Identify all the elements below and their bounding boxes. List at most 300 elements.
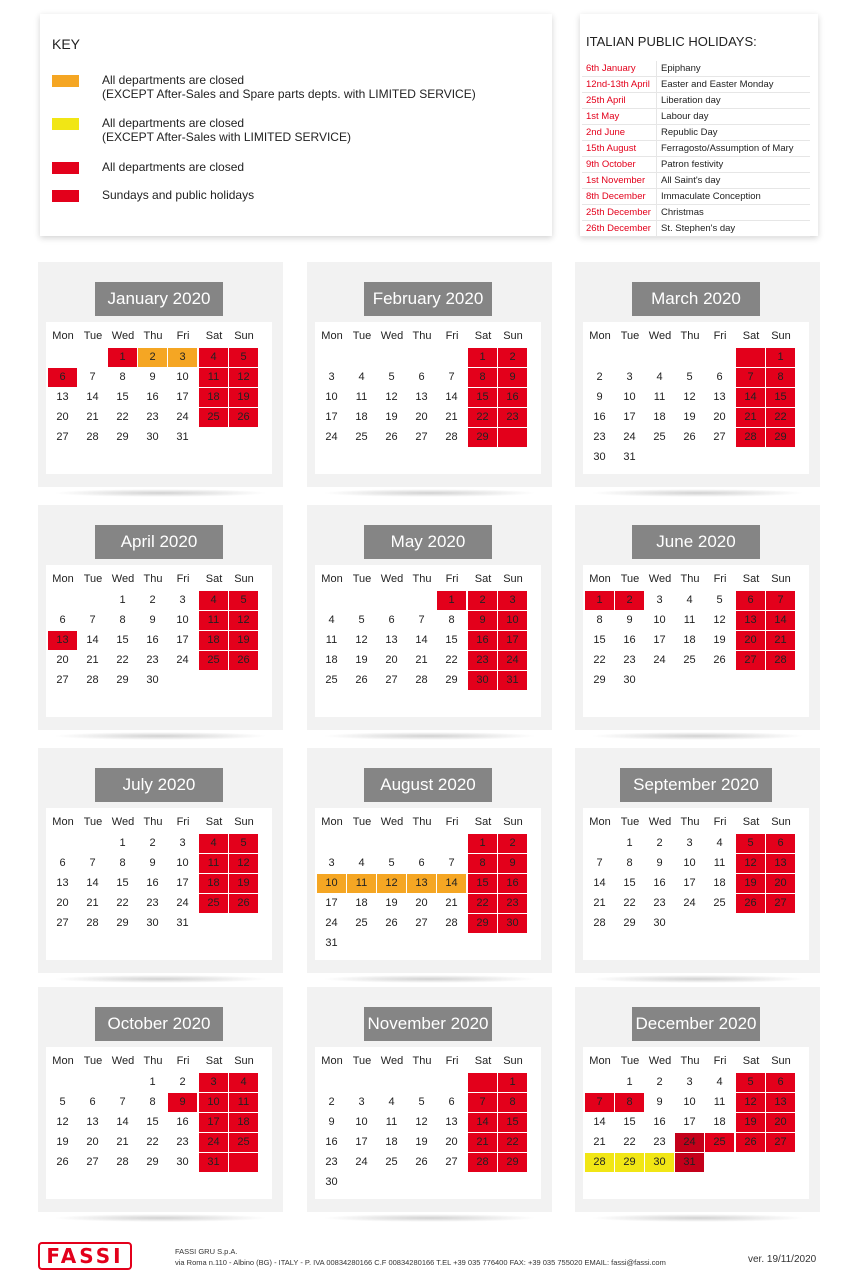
day-cell: 18 <box>713 877 726 889</box>
day-cell: 24 <box>675 1133 704 1152</box>
weekday-header: Sun <box>234 816 254 828</box>
day-cell: 20 <box>736 631 765 650</box>
red-swatch <box>52 190 79 202</box>
day-cell: 17 <box>498 631 527 650</box>
day-cell: 30 <box>593 451 606 463</box>
holidays-panel <box>580 14 818 236</box>
day-cell: 10 <box>683 857 696 869</box>
weekday-header: Wed <box>111 330 135 342</box>
day-cell: 23 <box>623 654 636 666</box>
day-cell: 18 <box>325 654 338 666</box>
day-cell: 8 <box>615 1093 644 1112</box>
day-cell: 11 <box>199 854 228 873</box>
day-cell: 12 <box>229 854 258 873</box>
day-cell: 25 <box>355 431 368 443</box>
day-cell: 22 <box>468 408 497 427</box>
day-cell: 28 <box>585 1153 614 1172</box>
day-cell: 9 <box>498 854 527 873</box>
day-cell: 19 <box>415 1136 428 1148</box>
day-cell: 15 <box>498 1113 527 1132</box>
day-cell: 21 <box>86 654 99 666</box>
day-cell: 6 <box>766 834 795 853</box>
day-cell: 8 <box>119 614 126 626</box>
day-cell: 28 <box>86 431 99 443</box>
month-calendar <box>307 505 552 730</box>
weekday-header: Mon <box>52 816 74 828</box>
day-cell: 2 <box>596 371 603 383</box>
day-cell: 2 <box>468 591 497 610</box>
day-cell: 1 <box>766 348 795 367</box>
day-cell: 15 <box>623 1116 636 1128</box>
day-cell: 17 <box>623 411 636 423</box>
day-cell: 24 <box>325 917 338 929</box>
day-cell: 15 <box>146 1116 159 1128</box>
day-cell: 9 <box>596 391 603 403</box>
day-cell: 29 <box>116 674 129 686</box>
day-cell: 8 <box>468 368 497 387</box>
day-cell: 25 <box>653 431 666 443</box>
day-cell-blank <box>736 348 765 367</box>
day-cell: 7 <box>468 1093 497 1112</box>
day-cell: 19 <box>713 634 726 646</box>
day-cell: 25 <box>713 897 726 909</box>
day-cell: 23 <box>146 897 159 909</box>
day-cell: 14 <box>437 874 466 893</box>
day-cell: 12 <box>229 368 258 387</box>
weekday-header: Thu <box>680 573 700 585</box>
month-calendar <box>307 262 552 487</box>
day-cell: 5 <box>736 1073 765 1092</box>
day-cell: 29 <box>593 674 606 686</box>
day-cell: 28 <box>736 428 765 447</box>
day-cell: 26 <box>229 894 258 913</box>
day-cell: 1 <box>437 591 466 610</box>
day-cell: 21 <box>116 1136 129 1148</box>
day-cell: 18 <box>385 1136 398 1148</box>
weekday-header: Fri <box>176 330 190 342</box>
day-cell: 19 <box>736 874 765 893</box>
day-cell: 6 <box>48 368 77 387</box>
day-cell: 16 <box>146 634 159 646</box>
weekday-header: Sat <box>474 816 492 828</box>
day-cell: 22 <box>498 1133 527 1152</box>
weekday-header: Mon <box>321 816 343 828</box>
key-panel <box>40 14 552 236</box>
day-cell: 20 <box>445 1136 458 1148</box>
weekday-header: Fri <box>445 816 459 828</box>
day-cell: 5 <box>686 371 693 383</box>
day-cell: 9 <box>168 1093 197 1112</box>
day-cell: 18 <box>355 411 368 423</box>
day-cell: 5 <box>716 594 723 606</box>
weekday-header: Wed <box>380 816 404 828</box>
orange-swatch <box>52 75 79 87</box>
day-cell: 26 <box>415 1156 428 1168</box>
day-cell: 2 <box>615 591 644 610</box>
weekday-header: Sat <box>205 1055 223 1067</box>
day-cell: 13 <box>48 631 77 650</box>
weekday-header: Tue <box>620 1055 640 1067</box>
weekday-header: Tue <box>83 573 103 585</box>
day-cell: 27 <box>415 917 428 929</box>
day-cell: 13 <box>713 391 726 403</box>
weekday-header: Tue <box>620 573 640 585</box>
day-cell: 22 <box>623 897 636 909</box>
weekday-header: Fri <box>713 816 727 828</box>
day-cell: 18 <box>199 631 228 650</box>
day-cell: 30 <box>645 1153 674 1172</box>
holiday-row <box>582 93 810 109</box>
day-cell: 6 <box>448 1096 455 1108</box>
day-cell: 22 <box>146 1136 159 1148</box>
weekday-header: Fri <box>445 330 459 342</box>
holiday-name: Labour day <box>661 111 709 122</box>
key-item-line1: All departments are closed <box>102 160 245 174</box>
day-cell: 2 <box>149 594 156 606</box>
day-cell: 24 <box>683 897 696 909</box>
day-cell: 17 <box>176 634 189 646</box>
day-cell: 14 <box>86 877 99 889</box>
day-cell-blank <box>498 428 527 447</box>
day-cell: 2 <box>179 1076 186 1088</box>
month-shadow <box>322 1214 537 1222</box>
weekday-header: Sun <box>503 573 523 585</box>
day-cell: 16 <box>176 1116 189 1128</box>
holiday-name: Christmas <box>661 207 704 218</box>
day-cell: 13 <box>766 1093 795 1112</box>
day-cell: 7 <box>596 857 603 869</box>
day-cell: 12 <box>736 854 765 873</box>
weekday-header: Sat <box>742 330 760 342</box>
key-title: KEY <box>52 36 81 52</box>
day-cell: 27 <box>713 431 726 443</box>
day-cell: 19 <box>385 897 398 909</box>
day-cell: 5 <box>229 591 258 610</box>
weekday-header: Tue <box>352 816 372 828</box>
day-cell: 9 <box>149 857 156 869</box>
day-cell: 16 <box>498 874 527 893</box>
day-cell: 21 <box>468 1133 497 1152</box>
weekday-header: Sat <box>205 330 223 342</box>
weekday-header: Sat <box>474 1055 492 1067</box>
day-cell: 3 <box>328 857 335 869</box>
day-cell: 29 <box>116 431 129 443</box>
day-cell: 12 <box>385 391 398 403</box>
day-cell: 21 <box>445 411 458 423</box>
day-cell: 4 <box>388 1096 395 1108</box>
day-cell: 21 <box>593 1136 606 1148</box>
month-calendar <box>38 505 283 730</box>
weekday-header: Sun <box>771 816 791 828</box>
day-cell: 22 <box>468 894 497 913</box>
day-cell: 25 <box>199 894 228 913</box>
weekday-header: Thu <box>680 330 700 342</box>
day-cell: 28 <box>468 1153 497 1172</box>
day-cell: 18 <box>199 388 228 407</box>
day-cell: 11 <box>385 1116 398 1128</box>
weekday-header: Wed <box>111 816 135 828</box>
holiday-date: 12nd-13th April <box>582 77 657 92</box>
weekday-header: Tue <box>620 330 640 342</box>
day-cell: 17 <box>653 634 666 646</box>
holiday-date: 8th December <box>582 189 657 204</box>
month-title: August 2020 <box>364 768 492 802</box>
day-cell: 23 <box>325 1156 338 1168</box>
day-cell: 26 <box>56 1156 69 1168</box>
day-cell: 7 <box>89 614 96 626</box>
day-cell: 19 <box>683 411 696 423</box>
holiday-date: 26th December <box>582 221 657 236</box>
day-cell: 3 <box>656 594 663 606</box>
day-cell: 17 <box>325 411 338 423</box>
day-cell: 15 <box>766 388 795 407</box>
day-cell: 18 <box>683 634 696 646</box>
weekday-header: Thu <box>412 573 432 585</box>
day-cell: 30 <box>498 914 527 933</box>
day-cell: 18 <box>199 874 228 893</box>
weekday-header: Tue <box>620 816 640 828</box>
weekday-header: Mon <box>321 330 343 342</box>
day-cell: 2 <box>498 834 527 853</box>
day-cell: 24 <box>199 1133 228 1152</box>
day-cell: 22 <box>623 1136 636 1148</box>
day-cell: 13 <box>445 1116 458 1128</box>
day-cell: 9 <box>656 857 663 869</box>
holiday-row <box>582 77 810 93</box>
day-cell: 19 <box>229 388 258 407</box>
day-cell: 18 <box>229 1113 258 1132</box>
day-cell: 29 <box>615 1153 644 1172</box>
holiday-date: 9th October <box>582 157 657 172</box>
footer-version: ver. 19/11/2020 <box>748 1254 817 1265</box>
day-cell: 26 <box>683 431 696 443</box>
day-cell: 15 <box>116 877 129 889</box>
day-cell: 14 <box>445 391 458 403</box>
day-cell: 4 <box>199 591 228 610</box>
weekday-header: Sun <box>503 816 523 828</box>
weekday-header: Fri <box>713 1055 727 1067</box>
day-cell: 10 <box>498 611 527 630</box>
day-cell: 14 <box>116 1116 129 1128</box>
day-cell: 27 <box>385 674 398 686</box>
day-cell: 23 <box>498 408 527 427</box>
day-cell: 31 <box>675 1153 704 1172</box>
day-cell: 13 <box>415 391 428 403</box>
day-cell: 12 <box>736 1093 765 1112</box>
day-cell: 18 <box>653 411 666 423</box>
day-cell: 11 <box>347 874 376 893</box>
month-calendar <box>307 987 552 1212</box>
holiday-name: Ferragosto/Assumption of Mary <box>661 143 794 154</box>
day-cell: 3 <box>179 594 186 606</box>
day-cell: 10 <box>176 614 189 626</box>
month-title: January 2020 <box>95 282 223 316</box>
day-cell: 10 <box>653 614 666 626</box>
day-cell: 23 <box>498 894 527 913</box>
day-cell: 16 <box>623 634 636 646</box>
day-cell: 21 <box>593 897 606 909</box>
day-cell: 9 <box>468 611 497 630</box>
day-cell: 15 <box>623 877 636 889</box>
day-cell: 5 <box>418 1096 425 1108</box>
day-cell: 16 <box>498 388 527 407</box>
day-cell: 28 <box>415 674 428 686</box>
weekday-header: Tue <box>352 573 372 585</box>
day-cell-blank <box>468 1073 497 1092</box>
weekday-header: Tue <box>352 330 372 342</box>
day-cell: 19 <box>355 654 368 666</box>
weekday-header: Thu <box>143 330 163 342</box>
day-cell: 4 <box>656 371 663 383</box>
month-title: October 2020 <box>95 1007 223 1041</box>
day-cell: 7 <box>89 857 96 869</box>
day-cell: 10 <box>176 371 189 383</box>
month-title: December 2020 <box>632 1007 760 1041</box>
day-cell: 13 <box>56 391 69 403</box>
day-cell: 16 <box>146 877 159 889</box>
weekday-header: Thu <box>412 330 432 342</box>
weekday-header: Sun <box>234 573 254 585</box>
day-cell: 1 <box>626 1076 633 1088</box>
day-cell: 9 <box>626 614 633 626</box>
day-cell: 31 <box>176 431 189 443</box>
day-cell: 15 <box>445 634 458 646</box>
day-cell: 9 <box>656 1096 663 1108</box>
weekday-header: Fri <box>176 1055 190 1067</box>
day-cell: 29 <box>468 428 497 447</box>
holiday-row <box>582 141 810 157</box>
day-cell: 6 <box>766 1073 795 1092</box>
day-cell: 29 <box>766 428 795 447</box>
day-cell: 23 <box>146 411 159 423</box>
weekday-header: Wed <box>380 330 404 342</box>
day-cell: 25 <box>705 1133 734 1152</box>
day-cell: 25 <box>325 674 338 686</box>
day-cell: 14 <box>593 1116 606 1128</box>
holiday-date: 6th January <box>582 61 657 76</box>
month-shadow <box>590 732 805 740</box>
day-cell: 20 <box>415 411 428 423</box>
weekday-header: Mon <box>589 330 611 342</box>
month-calendar <box>575 262 820 487</box>
red-swatch <box>52 162 79 174</box>
holiday-row <box>582 189 810 205</box>
day-cell: 13 <box>766 854 795 873</box>
holiday-row <box>582 157 810 173</box>
holiday-name: Republic Day <box>661 127 718 138</box>
day-cell: 2 <box>656 1076 663 1088</box>
day-cell: 15 <box>468 388 497 407</box>
day-cell: 21 <box>736 408 765 427</box>
month-shadow <box>322 732 537 740</box>
day-cell: 3 <box>179 837 186 849</box>
footer-address: via Roma n.110 - Albino (BG) - ITALY - P. IVA 00834280166 C.F 00834280166 T.EL +39 035 776400 FAX: +39 035 755020 EMAIL: fassi@fassi.com <box>175 1258 666 1267</box>
day-cell: 1 <box>468 834 497 853</box>
holiday-row <box>582 61 810 77</box>
holiday-date: 25th December <box>582 205 657 220</box>
holiday-date: 25th April <box>582 93 657 108</box>
day-cell: 6 <box>418 857 425 869</box>
holidays-title: ITALIAN PUBLIC HOLIDAYS: <box>586 34 757 49</box>
weekday-header: Sun <box>771 573 791 585</box>
day-cell: 11 <box>199 611 228 630</box>
weekday-header: Thu <box>143 573 163 585</box>
day-cell: 13 <box>56 877 69 889</box>
day-cell: 12 <box>377 874 406 893</box>
day-cell: 29 <box>468 914 497 933</box>
day-cell: 7 <box>418 614 425 626</box>
month-title: September 2020 <box>620 768 772 802</box>
holiday-name: Epiphany <box>661 63 701 74</box>
day-cell: 7 <box>585 1093 614 1112</box>
day-cell: 4 <box>199 348 228 367</box>
day-cell: 6 <box>388 614 395 626</box>
day-cell: 7 <box>736 368 765 387</box>
day-cell: 16 <box>653 877 666 889</box>
weekday-header: Sat <box>474 330 492 342</box>
day-cell: 10 <box>176 857 189 869</box>
weekday-header: Thu <box>680 816 700 828</box>
weekday-header: Sat <box>474 573 492 585</box>
day-cell: 22 <box>593 654 606 666</box>
month-title: June 2020 <box>632 525 760 559</box>
day-cell: 5 <box>59 1096 66 1108</box>
holiday-name: Liberation day <box>661 95 721 106</box>
weekday-header: Wed <box>380 1055 404 1067</box>
day-cell: 3 <box>199 1073 228 1092</box>
day-cell: 23 <box>653 897 666 909</box>
day-cell: 13 <box>385 634 398 646</box>
day-cell: 24 <box>325 431 338 443</box>
weekday-header: Wed <box>111 573 135 585</box>
month-calendar <box>575 987 820 1212</box>
day-cell: 24 <box>176 411 189 423</box>
day-cell: 20 <box>56 411 69 423</box>
weekday-header: Wed <box>380 573 404 585</box>
day-cell: 11 <box>229 1093 258 1112</box>
day-cell: 30 <box>146 431 159 443</box>
day-cell: 27 <box>766 1133 795 1152</box>
day-cell: 14 <box>766 611 795 630</box>
day-cell: 10 <box>683 1096 696 1108</box>
day-cell: 28 <box>86 674 99 686</box>
weekday-header: Mon <box>589 1055 611 1067</box>
day-cell: 1 <box>149 1076 156 1088</box>
day-cell: 9 <box>149 614 156 626</box>
day-cell: 24 <box>623 431 636 443</box>
month-title: March 2020 <box>632 282 760 316</box>
weekday-header: Sun <box>234 330 254 342</box>
day-cell: 18 <box>355 897 368 909</box>
day-cell: 22 <box>116 897 129 909</box>
day-cell: 8 <box>149 1096 156 1108</box>
weekday-header: Sat <box>742 816 760 828</box>
day-cell: 3 <box>168 348 197 367</box>
day-cell: 27 <box>766 894 795 913</box>
day-cell: 23 <box>146 654 159 666</box>
holiday-date: 15th August <box>582 141 657 156</box>
day-cell: 6 <box>418 371 425 383</box>
day-cell: 29 <box>498 1153 527 1172</box>
day-cell: 25 <box>355 917 368 929</box>
day-cell: 20 <box>415 897 428 909</box>
weekday-header: Mon <box>52 330 74 342</box>
key-item-line1: All departments are closed <box>102 116 245 130</box>
month-shadow <box>322 975 537 983</box>
day-cell: 17 <box>176 877 189 889</box>
day-cell: 28 <box>766 651 795 670</box>
weekday-header: Mon <box>589 573 611 585</box>
